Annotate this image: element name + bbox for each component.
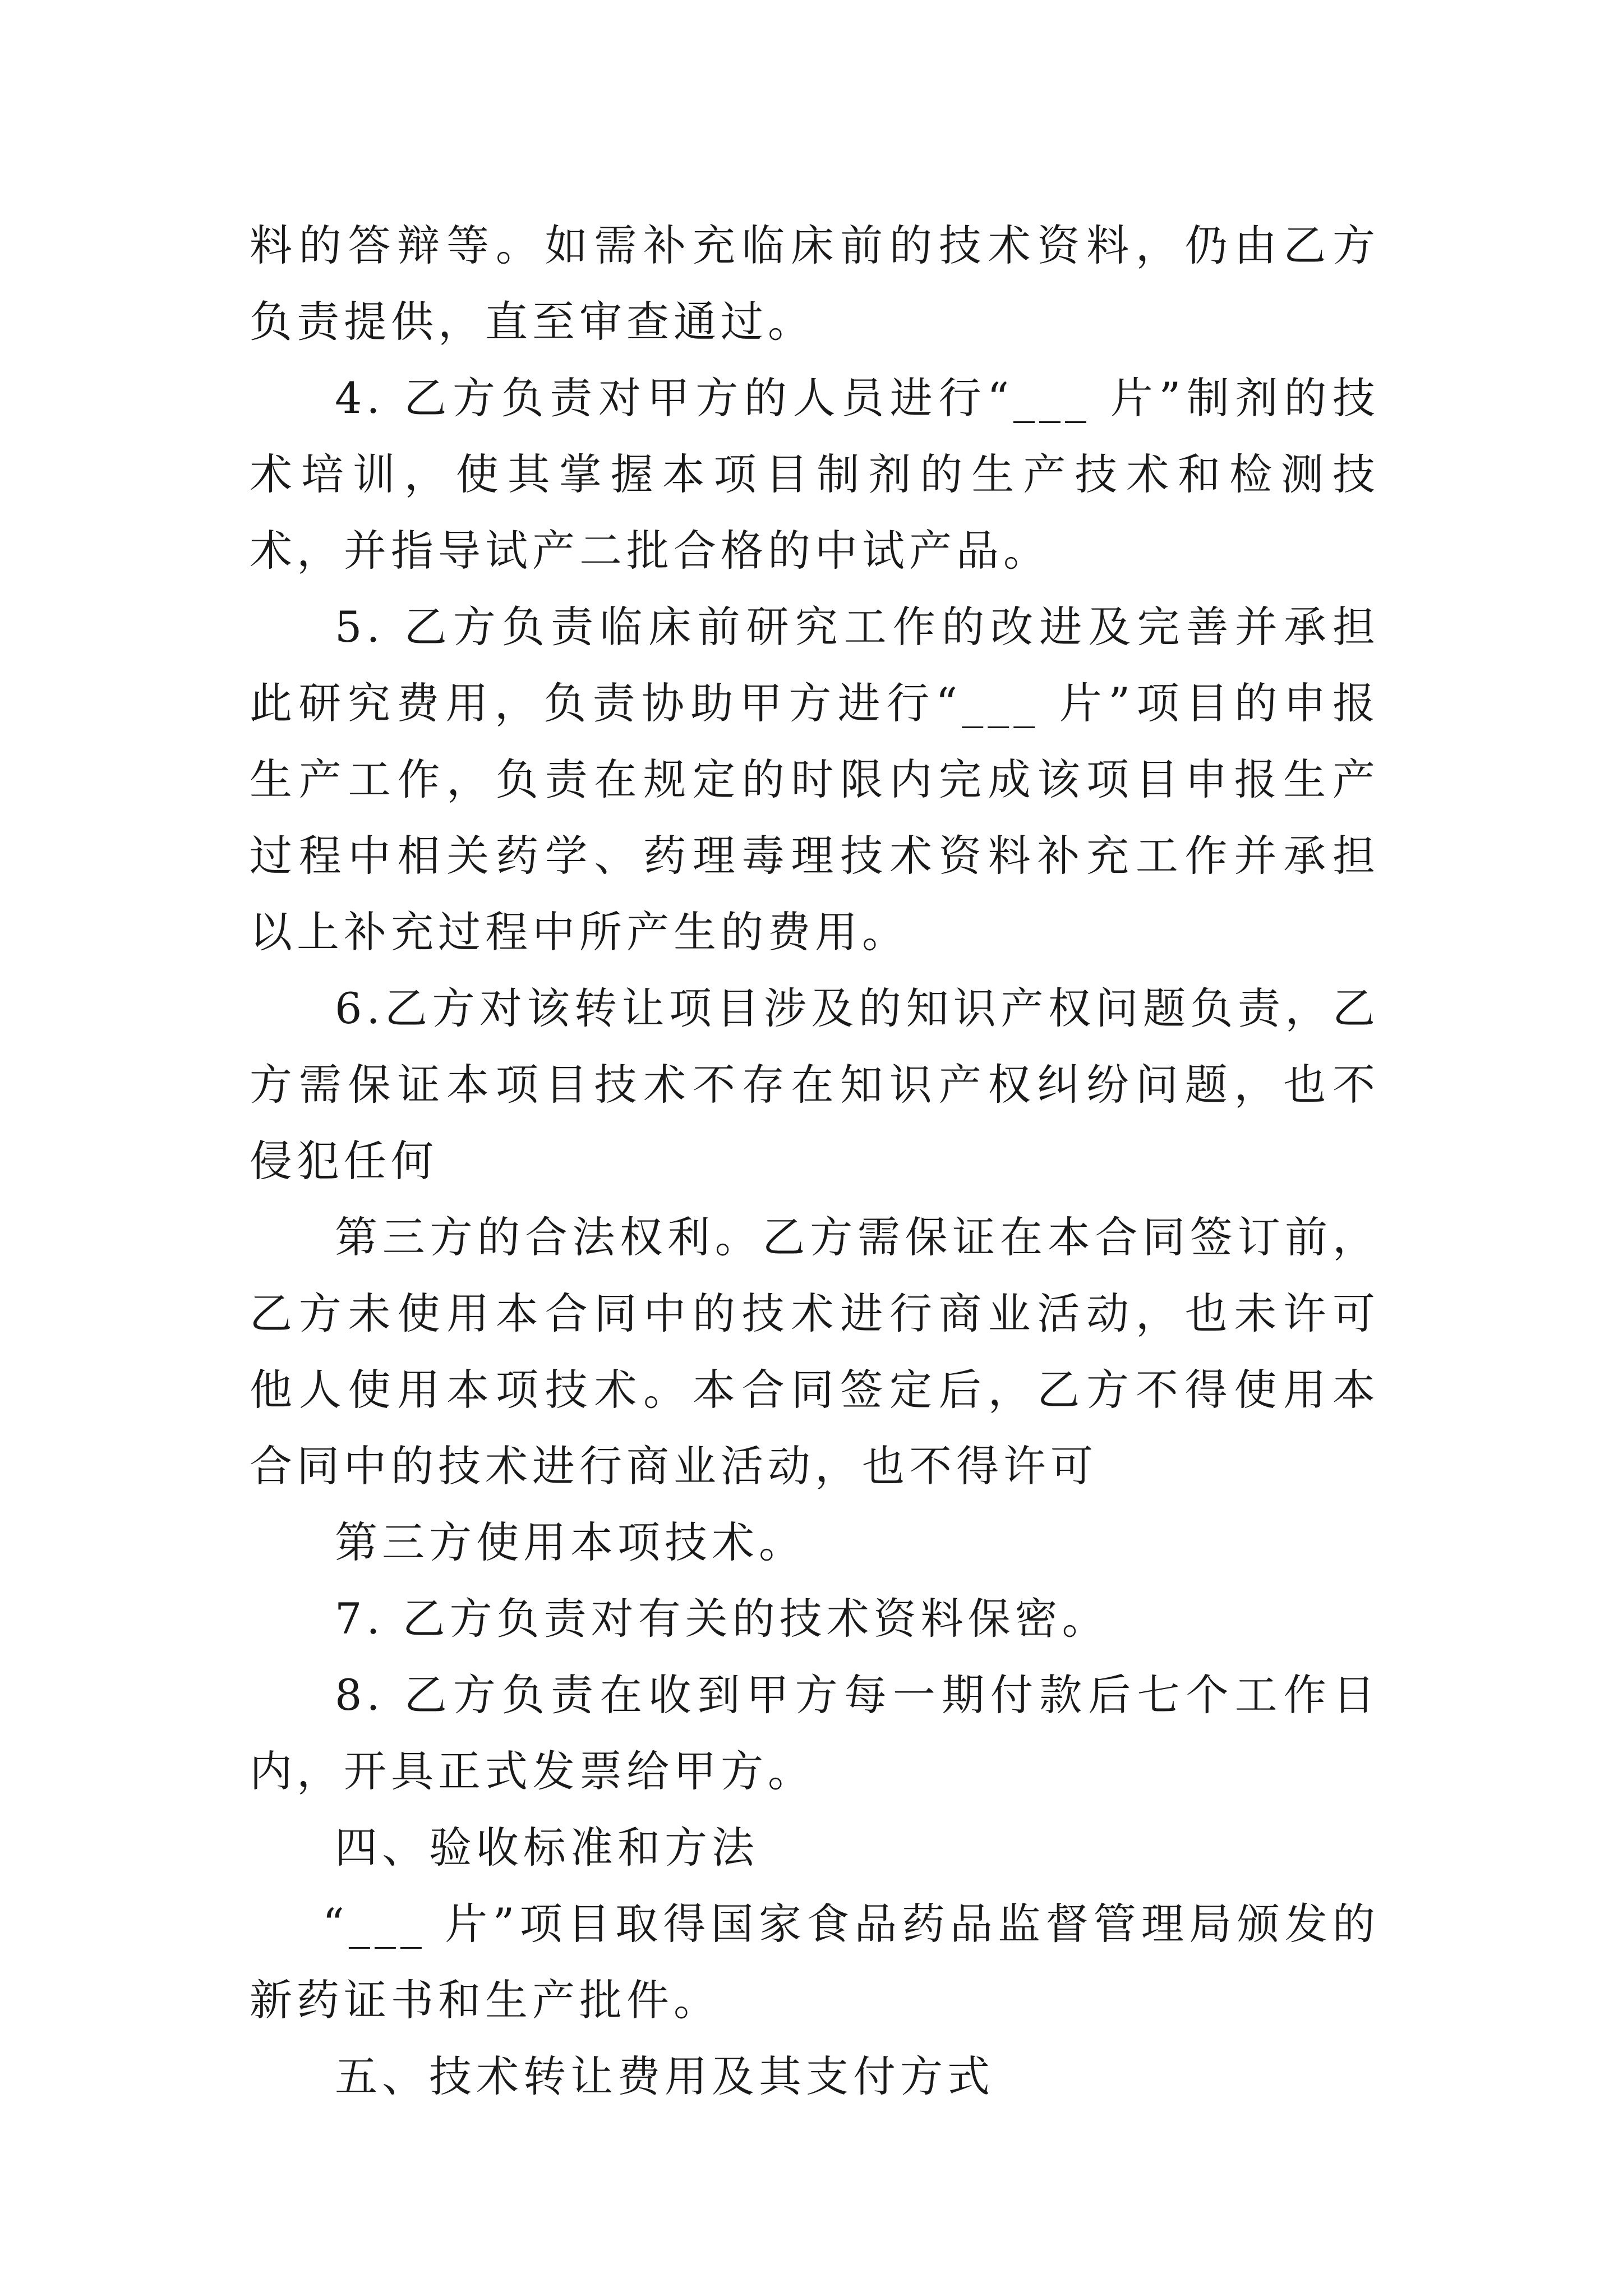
paragraph-acceptance-criteria: “___ 片”项目取得国家食品药品监督管理局颁发的新药证书和生产批件。 [250,1899,1380,2025]
section-heading-fees: 五、技术转让费用及其支付方式 [335,2051,994,2101]
paragraph-item-6: 6.乙方对该转让项目涉及的知识产权问题负责，乙方需保证本项目技术不存在知识产权纠纷问题，也不侵犯任何 [250,983,1380,1186]
paragraph-item-4: 4. 乙方负责对甲方的人员进行“___ 片”制剂的技术培训，使其掌握本项目制剂的生产技术和检测技术，并指导试产二批合格的中试产品。 [250,373,1380,576]
document-body [250,208,1380,2115]
paragraph-item-7: 7. 乙方负责对有关的技术资料保密。 [335,1594,1109,1644]
paragraph-item-6-continued: 第三方的合法权利。乙方需保证在本合同签订前，乙方未使用本合同中的技术进行商业活动，也未许可他人使用本项技术。本合同签定后，乙方不得使用本合同中的技术进行商业活动，也不得许可 [250,1212,1380,1491]
section-heading-acceptance: 四、验收标准和方法 [335,1823,759,1872]
paragraph-item-8: 8. 乙方负责在收到甲方每一期付款后七个工作日内，开具正式发票给甲方。 [250,1670,1380,1796]
paragraph-continuation: 料的答辩等。如需补充临床前的技术资料，仍由乙方负责提供，直至审查通过。 [250,220,1380,347]
paragraph-item-6-end: 第三方使用本项技术。 [335,1517,806,1567]
paragraph-item-5: 5. 乙方负责临床前研究工作的改进及完善并承担此研究费用，负责协助甲方进行“___ 片”项目的申报生产工作，负责在规定的时限内完成该项目申报生产过程中相关药学、药理毒理技术资料补充工作并承担以上补充过程中所产生的费用。 [250,602,1380,957]
